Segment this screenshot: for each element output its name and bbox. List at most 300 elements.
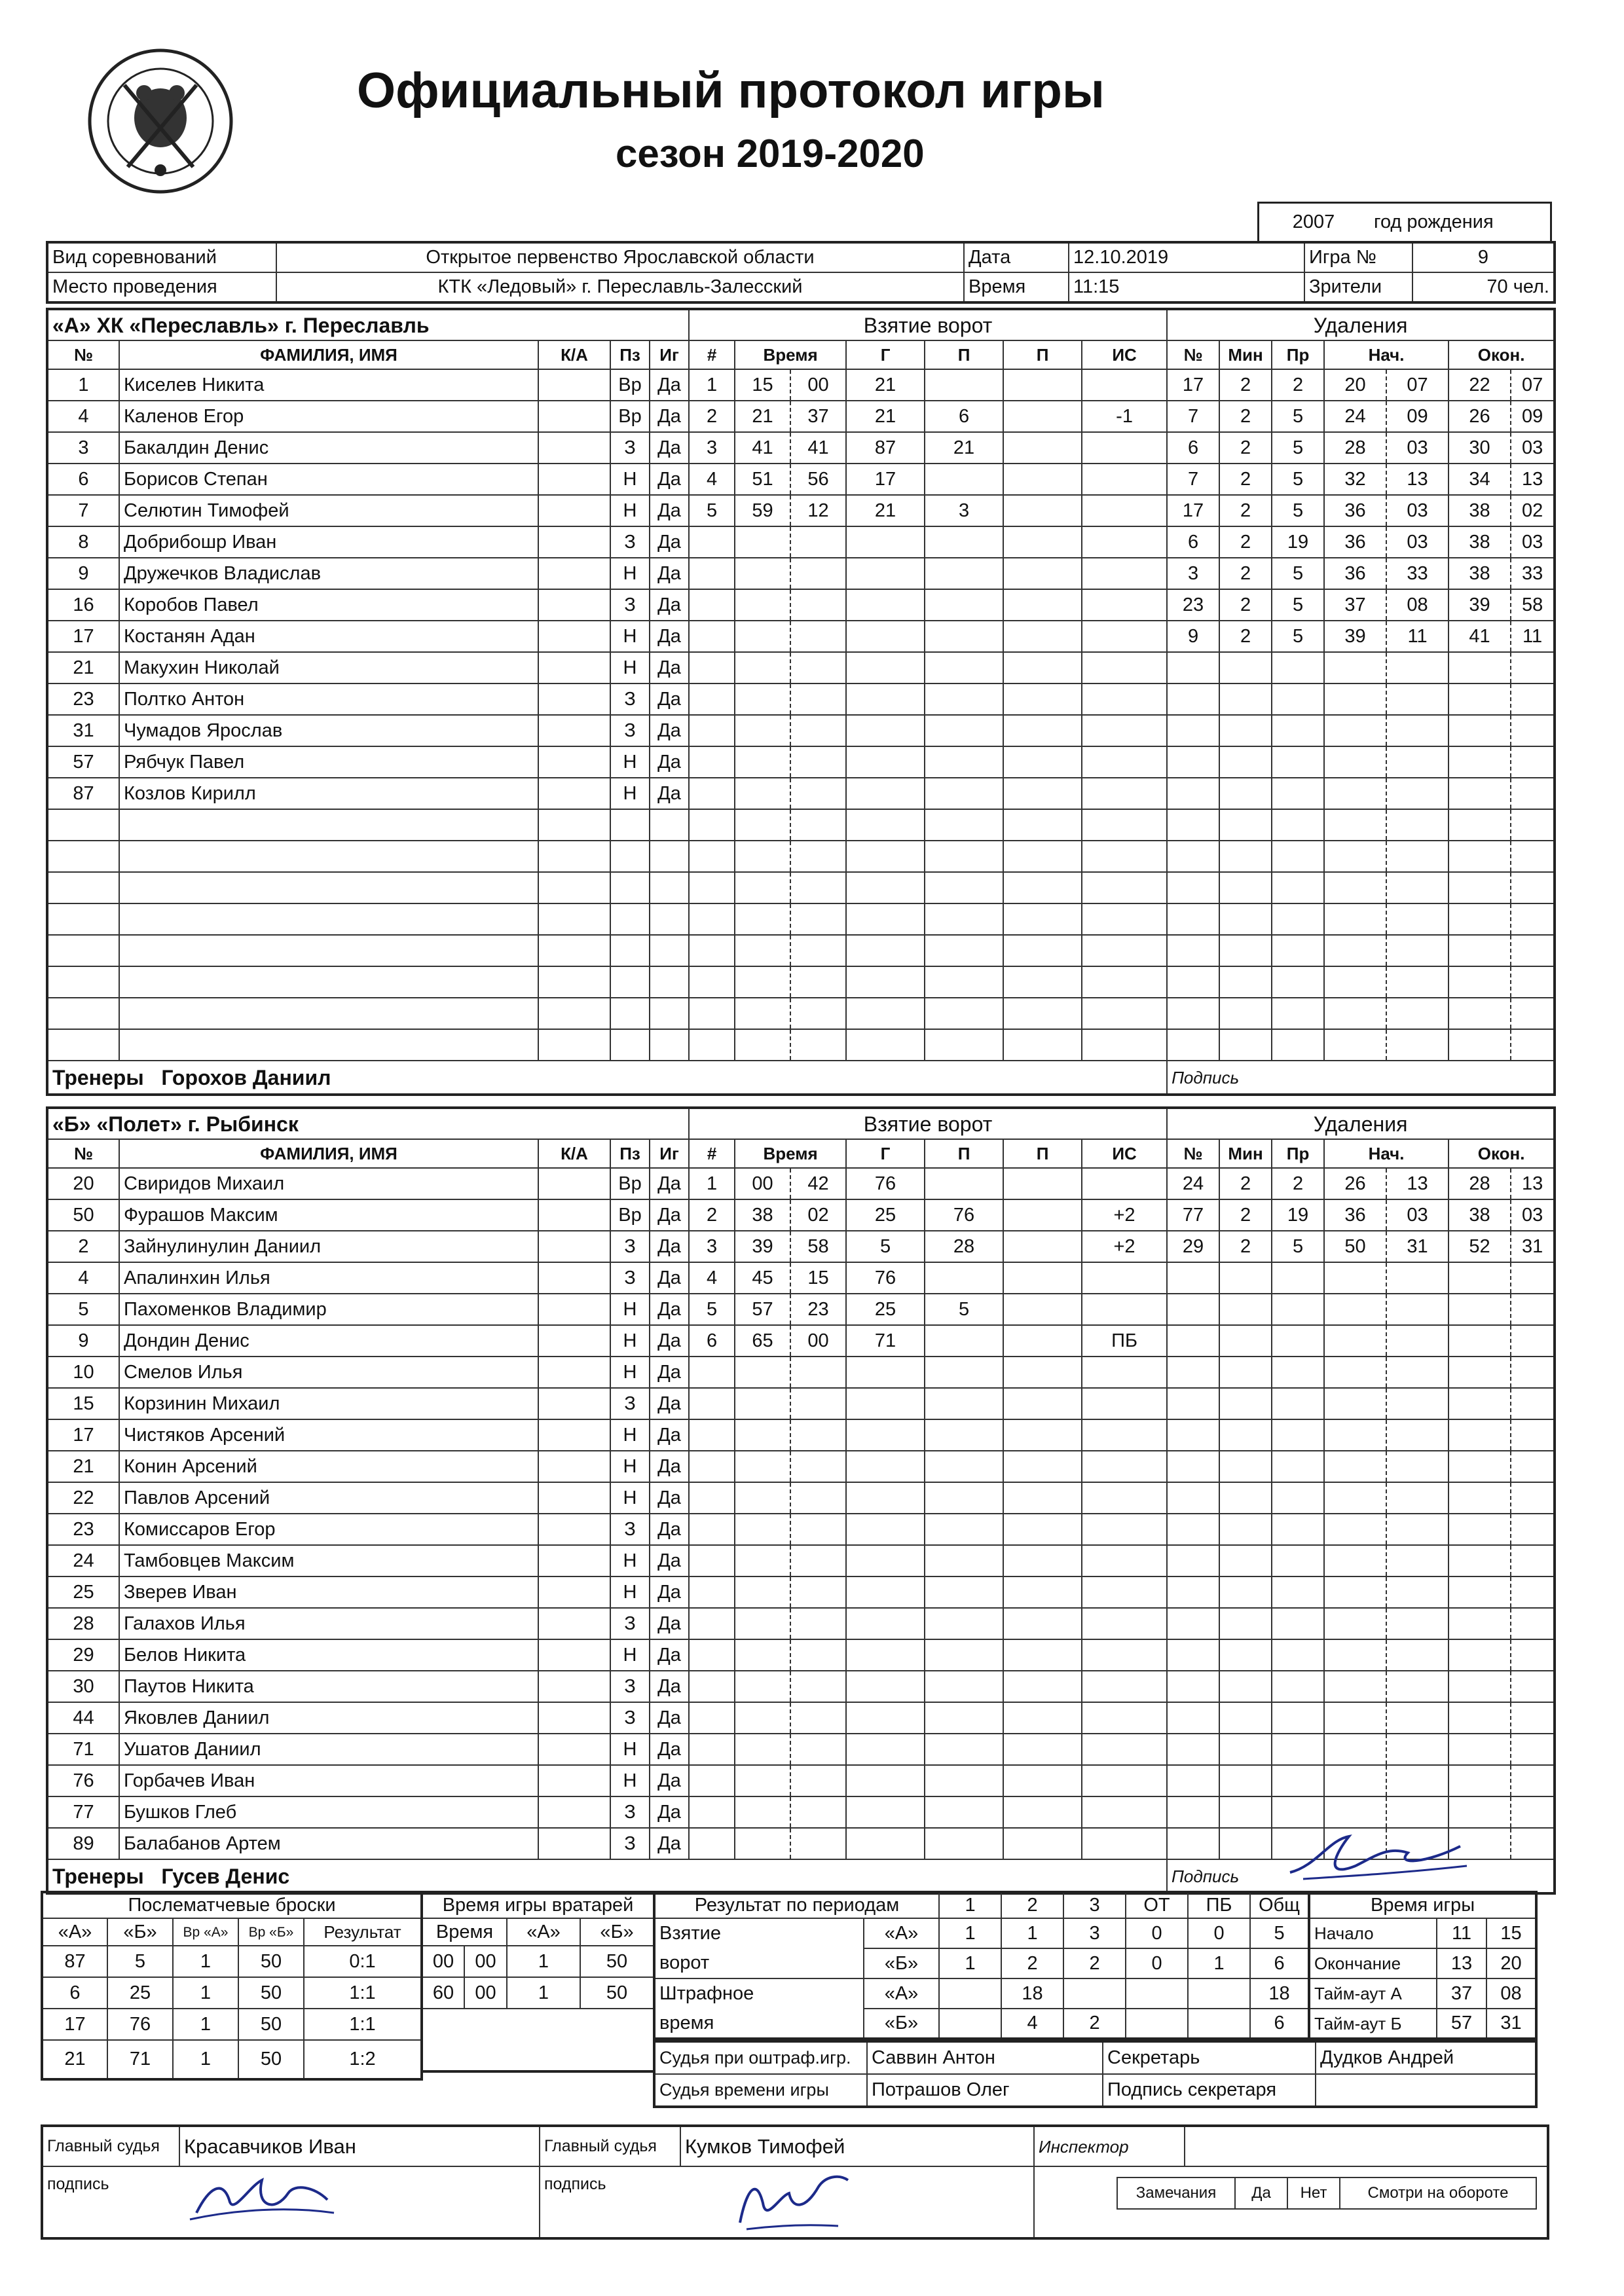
- player-ka: [538, 1576, 610, 1608]
- goal-second: [790, 1639, 846, 1671]
- pen-number: [1167, 872, 1219, 903]
- pen-reason: [1272, 1419, 1324, 1451]
- goal-assist-2: [1003, 526, 1082, 558]
- player-played: Да: [650, 1765, 689, 1796]
- goal-second: [790, 1451, 846, 1482]
- table-row: [47, 432, 1555, 464]
- table-row: [42, 1977, 422, 2009]
- pen-number: 24: [1167, 1168, 1219, 1199]
- goals-label-line2: ворот: [654, 1948, 864, 1978]
- goal-number: [689, 872, 735, 903]
- game-time-label: Начало: [1309, 1918, 1437, 1948]
- player-position: [610, 998, 650, 1029]
- pen-reason: [1272, 1765, 1324, 1796]
- table-row: [47, 746, 1555, 778]
- goal-assist-2: [1003, 1765, 1082, 1796]
- table-row: [47, 1702, 1555, 1734]
- goal-situation: [1082, 1451, 1167, 1482]
- player-ka: [538, 715, 610, 746]
- goal-assist-2: [1003, 495, 1082, 526]
- goalie-time-cell: 60: [422, 1977, 464, 2009]
- pen-start-min: 36: [1324, 558, 1386, 589]
- goal-number: 1: [689, 369, 735, 401]
- pen-end-min: [1449, 1765, 1511, 1796]
- venue-value: КТК «Ледовый» г. Переславль-Залесский: [276, 272, 964, 302]
- pen-number: 17: [1167, 369, 1219, 401]
- shootout-goalie-b: 50: [238, 1946, 304, 1977]
- goal-second: [790, 1702, 846, 1734]
- goal-number: 4: [689, 1262, 735, 1294]
- shootout-col-goalie-a: Вр «А»: [173, 1918, 238, 1946]
- goal-minute: [735, 1796, 790, 1828]
- goalie-time-cell: 00: [422, 1946, 464, 1977]
- pen-start-sec: 13: [1386, 1168, 1449, 1199]
- goal-assist-2: [1003, 778, 1082, 809]
- goal-assist-1: 21: [925, 432, 1003, 464]
- goal-minute: [735, 1419, 790, 1451]
- pen-reason: [1272, 1029, 1324, 1061]
- goal-second: 42: [790, 1168, 846, 1199]
- pen-number: [1167, 1545, 1219, 1576]
- pen-end-sec: [1511, 1482, 1555, 1514]
- period-col-total: Общ: [1250, 1892, 1309, 1918]
- pen-minutes: 2: [1219, 558, 1272, 589]
- player-ka: [538, 841, 610, 872]
- goal-number: [689, 652, 735, 683]
- pen-end-sec: 11: [1511, 621, 1555, 652]
- goal-assist-1: [925, 715, 1003, 746]
- goal-situation: [1082, 1545, 1167, 1576]
- shootout-goalie-b: 50: [238, 2009, 304, 2040]
- pen-number: [1167, 998, 1219, 1029]
- pen-end-min: 34: [1449, 464, 1511, 495]
- goalie-time-col-b: «Б»: [580, 1918, 654, 1946]
- pen-start-min: [1324, 1388, 1386, 1419]
- pen-number: [1167, 1419, 1219, 1451]
- player-ka: [538, 1262, 610, 1294]
- pen-start-min: [1324, 683, 1386, 715]
- pen-number: [1167, 903, 1219, 935]
- goal-minute: 21: [735, 401, 790, 432]
- goal-second: [790, 715, 846, 746]
- goal-scorer: [846, 1482, 925, 1514]
- goal-situation: -1: [1082, 401, 1167, 432]
- pen-start-min: [1324, 652, 1386, 683]
- goal-scorer: 5: [846, 1231, 925, 1262]
- player-played: Да: [650, 1576, 689, 1608]
- period-col-1: 1: [939, 1892, 1001, 1918]
- table-row: [47, 1545, 1555, 1576]
- col-pos: Пз: [610, 340, 650, 369]
- goal-situation: [1082, 778, 1167, 809]
- goal-minute: 57: [735, 1294, 790, 1325]
- col-goal-no: #: [689, 1139, 735, 1168]
- goal-second: [790, 1419, 846, 1451]
- col-number: №: [47, 340, 119, 369]
- player-position: З: [610, 1796, 650, 1828]
- pen-start-min: 26: [1324, 1168, 1386, 1199]
- info-table: [46, 241, 1556, 304]
- pen-reason: [1272, 1796, 1324, 1828]
- goal-minute: [735, 1482, 790, 1514]
- pen-end-min: [1449, 1545, 1511, 1576]
- table-row: [1309, 2009, 1536, 2039]
- pen-start-sec: [1386, 746, 1449, 778]
- goal-scorer: 87: [846, 432, 925, 464]
- pen-end-sec: [1511, 1765, 1555, 1796]
- player-position: З: [610, 1514, 650, 1545]
- team-a-coaches-label: Тренеры: [52, 1065, 144, 1089]
- player-number: 57: [47, 746, 119, 778]
- goal-situation: [1082, 1796, 1167, 1828]
- game-time-minute: 11: [1437, 1918, 1486, 1948]
- pen-start-sec: 03: [1386, 495, 1449, 526]
- goal-scorer: [846, 715, 925, 746]
- pen-start-sec: 31: [1386, 1231, 1449, 1262]
- goal-situation: [1082, 1419, 1167, 1451]
- pen-start-min: 28: [1324, 432, 1386, 464]
- goal-assist-2: [1003, 715, 1082, 746]
- game-time-table: [1308, 1891, 1538, 2040]
- goal-scorer: [846, 1451, 925, 1482]
- pen-start-min: [1324, 841, 1386, 872]
- team-a-table: [46, 308, 1556, 1096]
- goal-situation: [1082, 621, 1167, 652]
- goal-scorer: [846, 1357, 925, 1388]
- goal-assist-2: [1003, 1482, 1082, 1514]
- pen-reason: 5: [1272, 1231, 1324, 1262]
- pen-start-min: [1324, 715, 1386, 746]
- pen-number: [1167, 1702, 1219, 1734]
- pen-start-sec: [1386, 1388, 1449, 1419]
- player-ka: [538, 558, 610, 589]
- pen-reason: [1272, 778, 1324, 809]
- pen-minutes: 2: [1219, 1231, 1272, 1262]
- game-time-second: 15: [1486, 1918, 1536, 1948]
- pen-end-sec: [1511, 778, 1555, 809]
- period-col-3: 3: [1063, 1892, 1126, 1918]
- pen-minutes: [1219, 1262, 1272, 1294]
- goal-assist-1: [925, 589, 1003, 621]
- player-position: З: [610, 526, 650, 558]
- pen-number: 6: [1167, 526, 1219, 558]
- goal-situation: [1082, 1608, 1167, 1639]
- pen-end-min: 38: [1449, 1199, 1511, 1231]
- pen-number: [1167, 1482, 1219, 1514]
- goal-assist-1: [925, 1419, 1003, 1451]
- goal-scorer: [846, 1671, 925, 1702]
- goal-situation: ПБ: [1082, 1325, 1167, 1357]
- pen-end-sec: [1511, 652, 1555, 683]
- player-name: [119, 935, 538, 966]
- chief-judge-1-name: Красавчиков Иван: [179, 2126, 540, 2166]
- shootout-col-a: «А»: [42, 1918, 107, 1946]
- player-ka: [538, 401, 610, 432]
- pen-start-min: [1324, 1702, 1386, 1734]
- player-name: Балабанов Артем: [119, 1828, 538, 1859]
- goal-situation: [1082, 1734, 1167, 1765]
- page-title: Официальный протокол игры: [357, 63, 1105, 118]
- pen-end-min: [1449, 1576, 1511, 1608]
- team-b-penalties-header: Удаления: [1167, 1108, 1555, 1139]
- secretary-sign-label: Подпись секретаря: [1103, 2074, 1316, 2107]
- col-goal-scorer: Г: [846, 340, 925, 369]
- player-played: Да: [650, 1388, 689, 1419]
- penalty-judge-label: Судья при оштраф.игр.: [654, 2041, 867, 2074]
- player-name: Чистяков Арсений: [119, 1419, 538, 1451]
- goal-assist-1: 3: [925, 495, 1003, 526]
- col-name: ФАМИЛИЯ, ИМЯ: [119, 340, 538, 369]
- secretary-label: Секретарь: [1103, 2041, 1316, 2074]
- player-number: [47, 998, 119, 1029]
- pen-reason: [1272, 1294, 1324, 1325]
- pen-start-sec: 03: [1386, 432, 1449, 464]
- goal-second: 12: [790, 495, 846, 526]
- pen-end-min: [1449, 935, 1511, 966]
- pen-start-sec: [1386, 809, 1449, 841]
- pen-start-min: [1324, 1325, 1386, 1357]
- chief-judge-1-label: Главный судья: [42, 2126, 179, 2166]
- goal-number: 1: [689, 1168, 735, 1199]
- pen-end-sec: [1511, 715, 1555, 746]
- player-name: Борисов Степан: [119, 464, 538, 495]
- pen-end-sec: [1511, 1514, 1555, 1545]
- goal-assist-1: [925, 1262, 1003, 1294]
- goal-number: 3: [689, 432, 735, 464]
- spectators-label: Зрители: [1304, 272, 1412, 302]
- goal-minute: [735, 589, 790, 621]
- goal-assist-1: [925, 1828, 1003, 1859]
- player-name: [119, 841, 538, 872]
- shootout-goalie-a: 1: [173, 2009, 238, 2040]
- pen-start-sec: [1386, 1325, 1449, 1357]
- goal-minute: [735, 1029, 790, 1061]
- goal-assist-1: [925, 464, 1003, 495]
- pen-end-sec: 03: [1511, 432, 1555, 464]
- player-number: 17: [47, 621, 119, 652]
- goal-number: [689, 746, 735, 778]
- chief-judge-1-sign-label: подпись: [42, 2166, 540, 2238]
- pen-minutes: [1219, 935, 1272, 966]
- period-col-ot: ОТ: [1126, 1892, 1188, 1918]
- player-number: 6: [47, 464, 119, 495]
- table-row: [47, 1734, 1555, 1765]
- player-number: [47, 935, 119, 966]
- pen-end-min: [1449, 966, 1511, 998]
- goal-assist-1: [925, 1388, 1003, 1419]
- goal-scorer: 25: [846, 1199, 925, 1231]
- goal-second: [790, 1796, 846, 1828]
- goal-scorer: [846, 935, 925, 966]
- table-row: [47, 1608, 1555, 1639]
- player-played: Да: [650, 1419, 689, 1451]
- goal-assist-1: [925, 558, 1003, 589]
- player-position: [610, 809, 650, 841]
- table-row: [47, 1199, 1555, 1231]
- goal-minute: 59: [735, 495, 790, 526]
- player-played: Да: [650, 1828, 689, 1859]
- goal-assist-1: [925, 872, 1003, 903]
- pen-end-sec: [1511, 1576, 1555, 1608]
- period-goals-b-3: 2: [1063, 1948, 1126, 1978]
- pen-reason: [1272, 998, 1324, 1029]
- pen-start-sec: [1386, 903, 1449, 935]
- goal-assist-2: [1003, 841, 1082, 872]
- goal-assist-2: [1003, 1357, 1082, 1388]
- player-position: [610, 872, 650, 903]
- goal-second: [790, 1388, 846, 1419]
- pen-reason: [1272, 903, 1324, 935]
- table-row: [47, 903, 1555, 935]
- col-goal-situation: ИС: [1082, 1139, 1167, 1168]
- player-number: [47, 841, 119, 872]
- table-row: [47, 589, 1555, 621]
- pen-end-min: [1449, 1029, 1511, 1061]
- pen-start-sec: [1386, 966, 1449, 998]
- pen-start-min: 39: [1324, 621, 1386, 652]
- player-number: 50: [47, 1199, 119, 1231]
- goal-number: [689, 778, 735, 809]
- goal-minute: [735, 1765, 790, 1796]
- table-row: [47, 1294, 1555, 1325]
- pen-start-min: [1324, 966, 1386, 998]
- pen-start-sec: 03: [1386, 1199, 1449, 1231]
- player-position: Н: [610, 1482, 650, 1514]
- table-row: [47, 1262, 1555, 1294]
- shootout-shooter-b: 5: [107, 1946, 173, 1977]
- player-position: Вр: [610, 369, 650, 401]
- player-position: [610, 1029, 650, 1061]
- table-row: [47, 621, 1555, 652]
- pen-minutes: 2: [1219, 495, 1272, 526]
- player-ka: [538, 1419, 610, 1451]
- player-number: [47, 872, 119, 903]
- player-played: Да: [650, 1199, 689, 1231]
- goal-minute: [735, 1514, 790, 1545]
- goal-assist-1: [925, 1639, 1003, 1671]
- player-ka: [538, 1796, 610, 1828]
- goal-number: [689, 1796, 735, 1828]
- goal-minute: [735, 1388, 790, 1419]
- col-pen-start: Нач.: [1324, 1139, 1449, 1168]
- pen-end-min: [1449, 1262, 1511, 1294]
- team-b-title: «Б» «Полет» г. Рыбинск: [47, 1108, 689, 1139]
- pen-end-min: [1449, 872, 1511, 903]
- player-position: З: [610, 1671, 650, 1702]
- col-goal-time: Время: [735, 340, 846, 369]
- player-number: 15: [47, 1388, 119, 1419]
- spectators-value: 70 чел.: [1412, 272, 1555, 302]
- player-name: [119, 998, 538, 1029]
- table-row: [47, 464, 1555, 495]
- pen-minutes: 2: [1219, 526, 1272, 558]
- pen-end-min: 26: [1449, 401, 1511, 432]
- goal-second: 58: [790, 1231, 846, 1262]
- pen-start-min: [1324, 998, 1386, 1029]
- player-played: Да: [650, 1639, 689, 1671]
- pen-number: [1167, 1388, 1219, 1419]
- player-name: Костанян Адан: [119, 621, 538, 652]
- goal-number: [689, 621, 735, 652]
- player-name: Яковлев Даниил: [119, 1702, 538, 1734]
- pen-end-sec: [1511, 1388, 1555, 1419]
- goal-situation: [1082, 1576, 1167, 1608]
- pen-start-min: [1324, 1029, 1386, 1061]
- player-number: 25: [47, 1576, 119, 1608]
- pen-end-min: [1449, 1294, 1511, 1325]
- player-position: З: [610, 432, 650, 464]
- table-row: [47, 1388, 1555, 1419]
- col-pen-min: Мин: [1219, 340, 1272, 369]
- pen-end-sec: 58: [1511, 589, 1555, 621]
- table-row: [47, 872, 1555, 903]
- period-pim-b-1: [939, 2009, 1001, 2039]
- player-number: 77: [47, 1796, 119, 1828]
- pen-minutes: 2: [1219, 401, 1272, 432]
- goal-situation: [1082, 1294, 1167, 1325]
- goal-minute: [735, 1608, 790, 1639]
- player-name: Зайнулинулин Даниил: [119, 1231, 538, 1262]
- shootout-result: 1:1: [304, 1977, 422, 2009]
- pen-minutes: 2: [1219, 1199, 1272, 1231]
- player-ka: [538, 1199, 610, 1231]
- shootout-table: [41, 1891, 423, 2081]
- table-row: [42, 1946, 422, 1977]
- pen-minutes: [1219, 1514, 1272, 1545]
- player-played: Да: [650, 746, 689, 778]
- pen-minutes: [1219, 652, 1272, 683]
- goal-minute: 51: [735, 464, 790, 495]
- pen-minutes: [1219, 841, 1272, 872]
- table-row: [47, 401, 1555, 432]
- pen-end-min: [1449, 903, 1511, 935]
- pen-start-min: [1324, 746, 1386, 778]
- team-b-coach: Гусев Денис: [161, 1864, 290, 1888]
- pen-start-sec: [1386, 841, 1449, 872]
- player-name: Конин Арсений: [119, 1451, 538, 1482]
- shootout-goalie-b: 50: [238, 1977, 304, 2009]
- pen-start-sec: [1386, 715, 1449, 746]
- goal-situation: +2: [1082, 1199, 1167, 1231]
- pim-label-line2: время: [654, 2009, 864, 2039]
- pen-reason: [1272, 652, 1324, 683]
- player-name: Белов Никита: [119, 1639, 538, 1671]
- goal-assist-2: [1003, 652, 1082, 683]
- player-played: Да: [650, 778, 689, 809]
- col-pen-end: Окон.: [1449, 340, 1555, 369]
- pen-reason: [1272, 1545, 1324, 1576]
- goal-second: [790, 526, 846, 558]
- player-number: 2: [47, 1231, 119, 1262]
- player-ka: [538, 1388, 610, 1419]
- pen-number: [1167, 1576, 1219, 1608]
- pen-number: [1167, 1671, 1219, 1702]
- goal-minute: [735, 935, 790, 966]
- pen-start-min: [1324, 1262, 1386, 1294]
- pen-end-min: [1449, 1796, 1511, 1828]
- pen-start-sec: [1386, 1262, 1449, 1294]
- remarks-yes: Да: [1235, 2178, 1287, 2209]
- player-played: Да: [650, 369, 689, 401]
- goal-situation: [1082, 1168, 1167, 1199]
- goal-assist-1: [925, 1734, 1003, 1765]
- shootout-result: 0:1: [304, 1946, 422, 1977]
- pen-end-min: [1449, 1325, 1511, 1357]
- player-number: 44: [47, 1702, 119, 1734]
- player-number: 30: [47, 1671, 119, 1702]
- goal-situation: [1082, 369, 1167, 401]
- pen-number: 9: [1167, 621, 1219, 652]
